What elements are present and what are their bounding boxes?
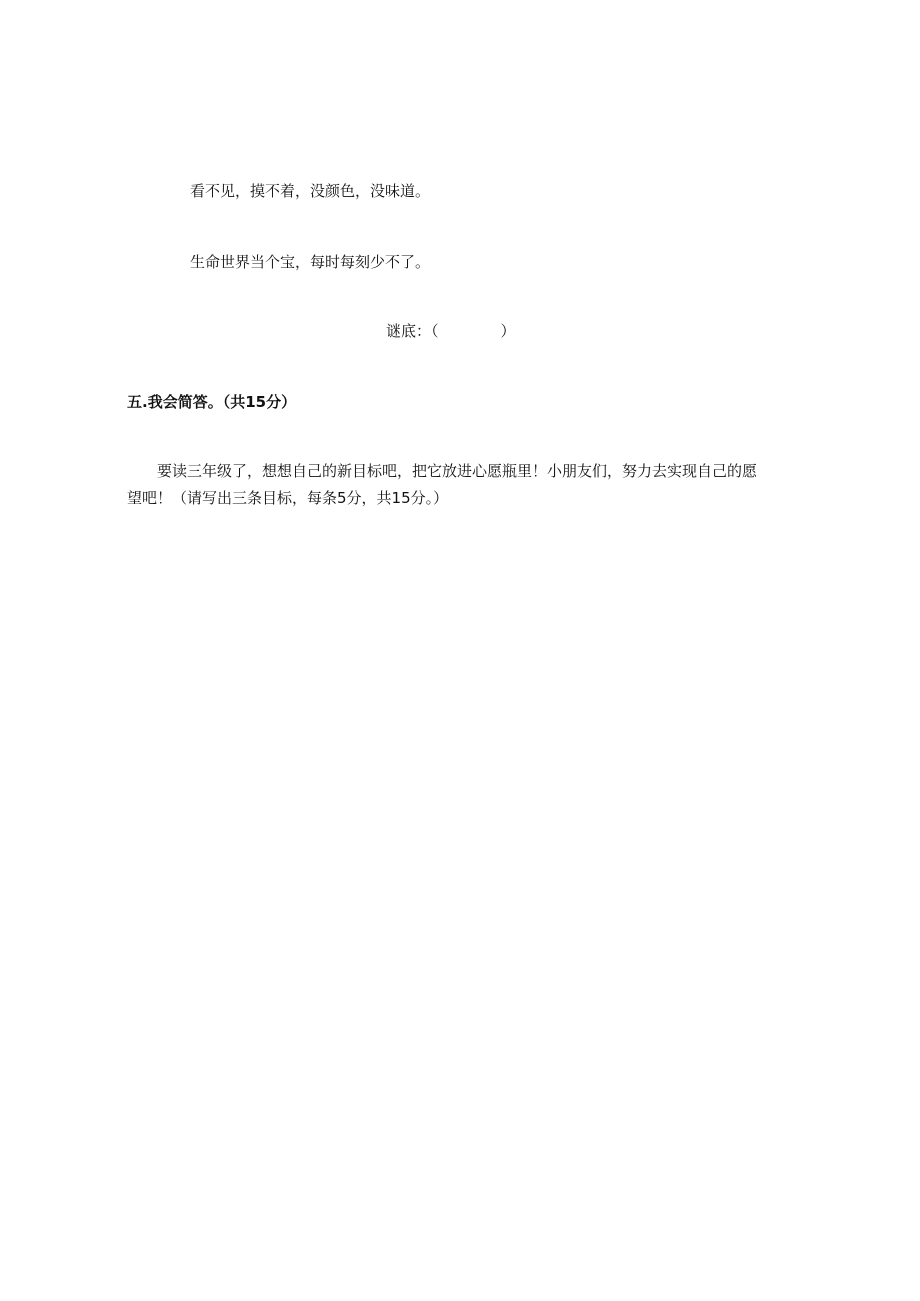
section-5-heading: 五.我会简答。（共15分） xyxy=(127,393,297,411)
riddle-answer-close-paren: ） xyxy=(500,322,516,340)
riddle-answer-field xyxy=(386,321,516,341)
section-5-question-line-1: 要读三年级了，想想自己的新目标吧，把它放进心愿瓶里！小朋友们，努力去实现自己的愿 xyxy=(157,462,758,480)
section-5-question-line-2: 望吧！（请写出三条目标，每条5分，共15分。） xyxy=(127,489,449,507)
riddle-line-1: 看不见，摸不着，没颜色，没味道。 xyxy=(190,182,431,200)
riddle-line-2: 生命世界当个宝，每时每刻少不了。 xyxy=(190,253,431,271)
riddle-answer-open-paren: （ xyxy=(431,322,439,340)
riddle-answer-label: 谜底： xyxy=(386,322,432,340)
